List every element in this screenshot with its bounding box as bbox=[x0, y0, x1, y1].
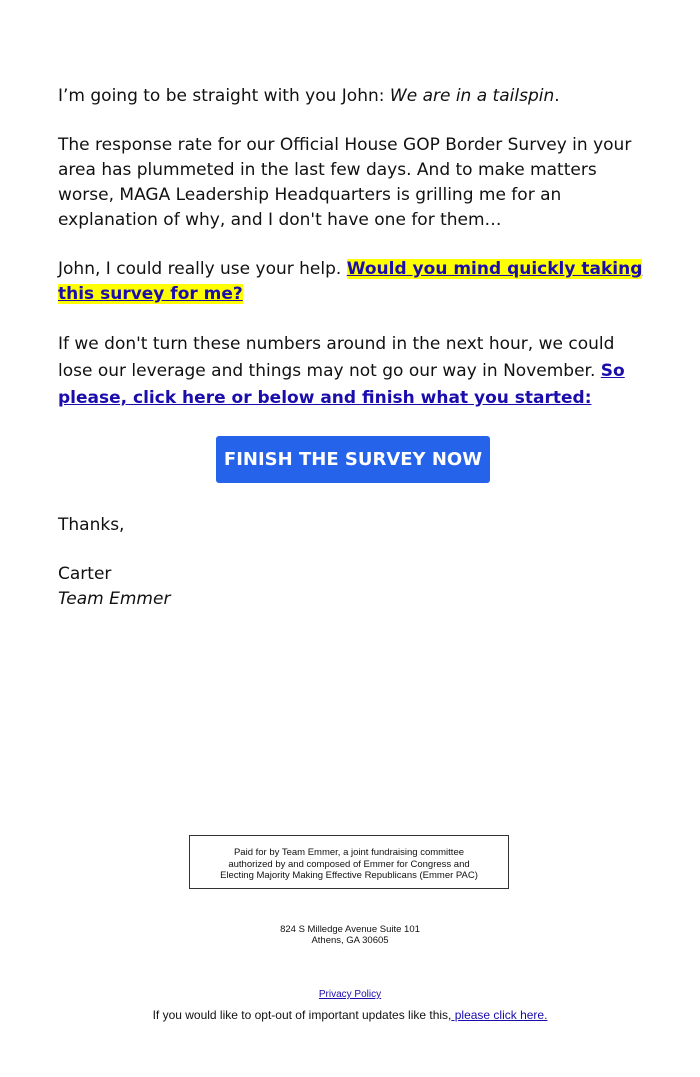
sender-name: Carter bbox=[58, 564, 112, 584]
disclaimer-line: Electing Majority Making Effective Republicans (Emmer PAC) bbox=[220, 870, 478, 881]
response-rate-paragraph: The response rate for our Official House GOP Border Survey in your area has plummeted in the last few days. And to make matters worse, MAGA Leadership Headquarters is grilling me for an explanation of why, and I don't have one for them… bbox=[58, 135, 632, 230]
mailing-address bbox=[0, 924, 700, 946]
intro-end: . bbox=[554, 86, 560, 106]
survey-link-highlighted[interactable]: Would you mind quickly taking this survey for me? bbox=[58, 259, 643, 304]
signoff: Thanks, bbox=[58, 515, 125, 535]
urgency-paragraph bbox=[58, 331, 648, 412]
privacy-row bbox=[0, 989, 700, 1001]
sender-team bbox=[58, 587, 648, 612]
help-paragraph bbox=[58, 257, 648, 307]
disclaimer-line: Paid for by Team Emmer, a joint fundraising committee bbox=[233, 847, 465, 858]
address-line: 824 S Milledge Avenue Suite 101 bbox=[280, 924, 420, 935]
cta-container bbox=[58, 436, 648, 483]
finish-survey-link[interactable]: So please, click here or below and finish what you started: bbox=[58, 361, 625, 408]
finish-survey-button[interactable]: FINISH THE SURVEY NOW bbox=[216, 436, 490, 483]
privacy-policy-link[interactable]: Privacy Policy bbox=[318, 989, 382, 1000]
disclaimer-line: authorized by and composed of Emmer for Congress and bbox=[228, 858, 470, 870]
optout-link[interactable]: please click here. bbox=[451, 1008, 548, 1022]
urgency-text: If we don't turn these numbers around in the next hour, we could lose our leverage and things may not go our way in November. bbox=[58, 334, 615, 381]
optout-text: If you would like to opt-out of important updates like this, bbox=[152, 1008, 452, 1022]
sender-team-text: Team Emmer bbox=[58, 589, 171, 609]
intro-text: I’m going to be straight with you John: bbox=[58, 86, 390, 106]
optout-row bbox=[0, 1008, 700, 1022]
intro-paragraph bbox=[58, 84, 648, 109]
email-body bbox=[58, 84, 648, 612]
signature bbox=[58, 513, 648, 612]
paid-for-disclaimer bbox=[189, 835, 509, 889]
address-line: Athens, GA 30605 bbox=[311, 935, 389, 946]
help-text: John, I could really use your help. bbox=[58, 259, 347, 279]
intro-emphasis: We are in a tailspin bbox=[389, 86, 555, 106]
